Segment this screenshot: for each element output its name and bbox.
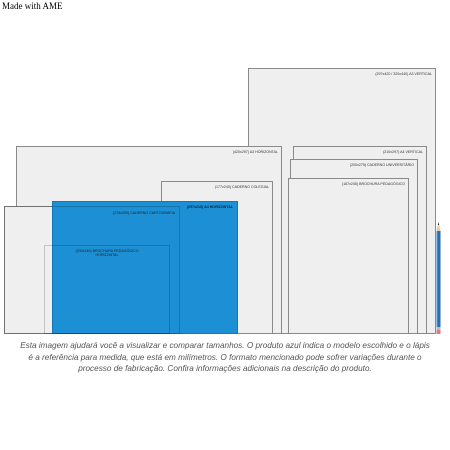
label-brochura-horizontal-line1: (200x140) BROCHURA PEDAGÓGICO — [75, 249, 139, 253]
sheet-brochura-pedagogico — [288, 178, 409, 334]
label-a3-vertical: (297x420 / 320x440) A3 VERTICAL — [375, 72, 432, 76]
label-caderno-cartografia: (275x200) CADERNO CARTOGRAFIA — [113, 211, 175, 215]
caption-text: Esta imagem ajudará você a visualizar e comparar tamanhos. O produto azul indica o modelo escolhido e o lápis é a referência para medida, que está em milímetros. O formato mencionado pode sofrer variações durante o processo de fabricação. Confira informações adicionais na descrição do produto. — [20, 341, 430, 373]
label-brochura-pedagogico: (187x245) BROCHURA PEDAGÓGICO — [341, 182, 405, 186]
made-with-label: Made with AME — [2, 1, 63, 11]
label-caderno-colegial: (177x240) CADERNO COLEGIAL — [214, 185, 269, 189]
label-a4-horizontal: (297x210) A4 HORIZONTAL — [186, 205, 233, 209]
label-a4-vertical: (210x297) A4 VERTICAL — [383, 150, 423, 154]
pencil-icon — [436, 222, 441, 334]
label-caderno-universitario: (200x275) CADERNO UNIVERSITÁRIO — [349, 163, 414, 167]
outline-brochura-horizontal — [44, 245, 170, 334]
label-a3-horizontal: (420x297) A3 HORIZONTAL — [232, 150, 278, 154]
label-brochura-horizontal-line2: HORIZONTAL — [95, 253, 119, 258]
